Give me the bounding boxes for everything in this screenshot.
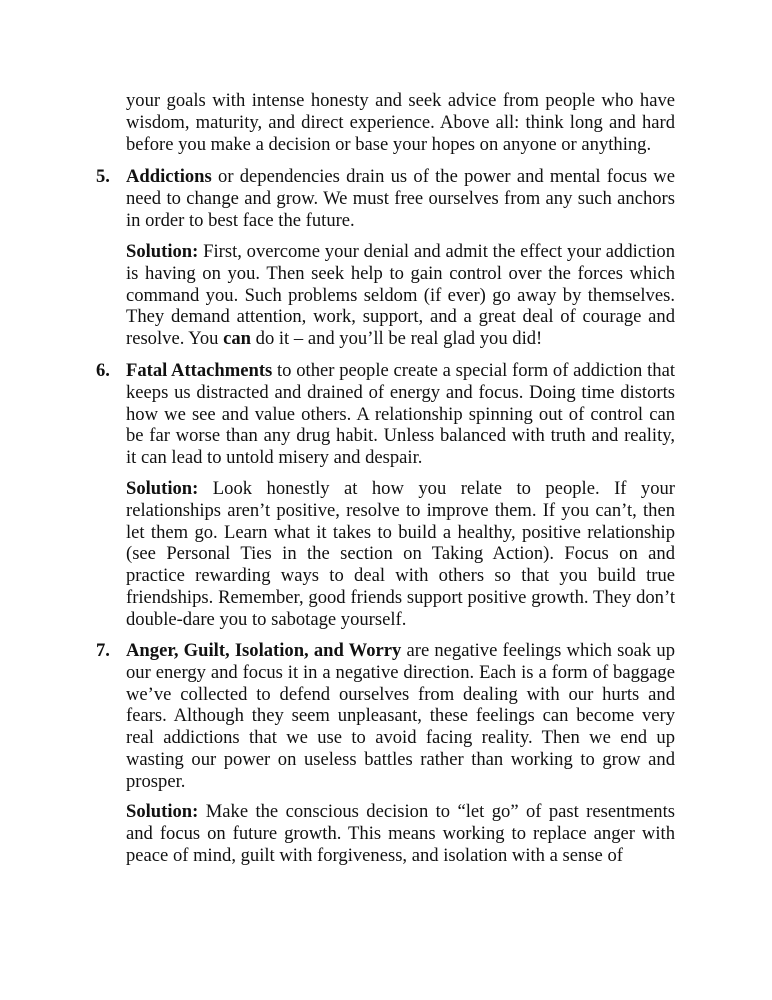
solution-paragraph [126,478,675,631]
item-body: or dependencies drain us of the power and mental focus we need to change and grow. We must free ourselves from any such anchors in order to best face the future. [126,166,675,231]
solution-label: Solution: [126,478,199,499]
item-number: 5. [96,166,110,187]
solution-emphasis: can [223,328,251,350]
item-title: Fatal Attachments [126,360,273,381]
solution-text: Look honestly at how you relate to people. If your relationships aren’t positive, resolve to improve them. If you can’t, then let them go. Learn what it takes to build a healthy, positive relationship (see Personal Ties in the section on Taking Action). Focus on and practice rewarding ways to deal with others so that you build true friendships. Remember, good friends support positive growth. They don’t double-dare you to sabotage yourself. [126,478,675,630]
solution-text-end: do it – and you’ll be real glad you did! [251,328,543,350]
solution-paragraph [126,801,675,866]
item-paragraph [126,640,675,793]
solution-label: Solution: [126,241,199,262]
continuation-text: your goals with intense honesty and seek advice from people who have wisdom, maturity, and direct experience. Above all: think long and hard before you make a decision or base your hopes on anyone or anything. [126,90,675,155]
continuation-paragraph [126,90,675,155]
solution-text: First, overcome your denial and admit the effect your addiction is having on you. Then seek help to gain control over the forces which command you. Such problems seldom (if ever) go away by themselves. They demand attention, work, support, and a great deal of courage and resolve. You [126,241,675,350]
solution-text: Make the conscious decision to “let go” of past resentments and focus on future growth. This means working to replace anger with peace of mind, guilt with forgiveness, and isolation with a sense of [126,801,675,866]
solution-label: Solution: [126,801,199,822]
item-title: Anger, Guilt, Isolation, and Worry [126,640,402,661]
item-number: 6. [96,360,110,381]
item-title: Addictions [126,166,212,187]
item-body: to other people create a special form of addiction that keeps us distracted and drained of energy and focus. Doing time distorts how we see and value others. A relationship spinning out of control can be far worse than any drug habit. Unless balanced with truth and reality, it can lead to untold misery and despair. [126,360,675,469]
item-paragraph [126,166,675,231]
item-paragraph [126,360,675,469]
item-number: 7. [96,640,110,661]
solution-paragraph [126,241,675,350]
item-body: are negative feelings which soak up our energy and focus it in a negative direction. Each is a form of baggage we’ve collected to defend ourselves from dealing with our hurts and fears. Although they seem unpleasant, these feelings can become very real addictions that we use to avoid facing reality. Then we end up wasting our power on useless battles rather than working to grow and prosper. [126,640,675,792]
